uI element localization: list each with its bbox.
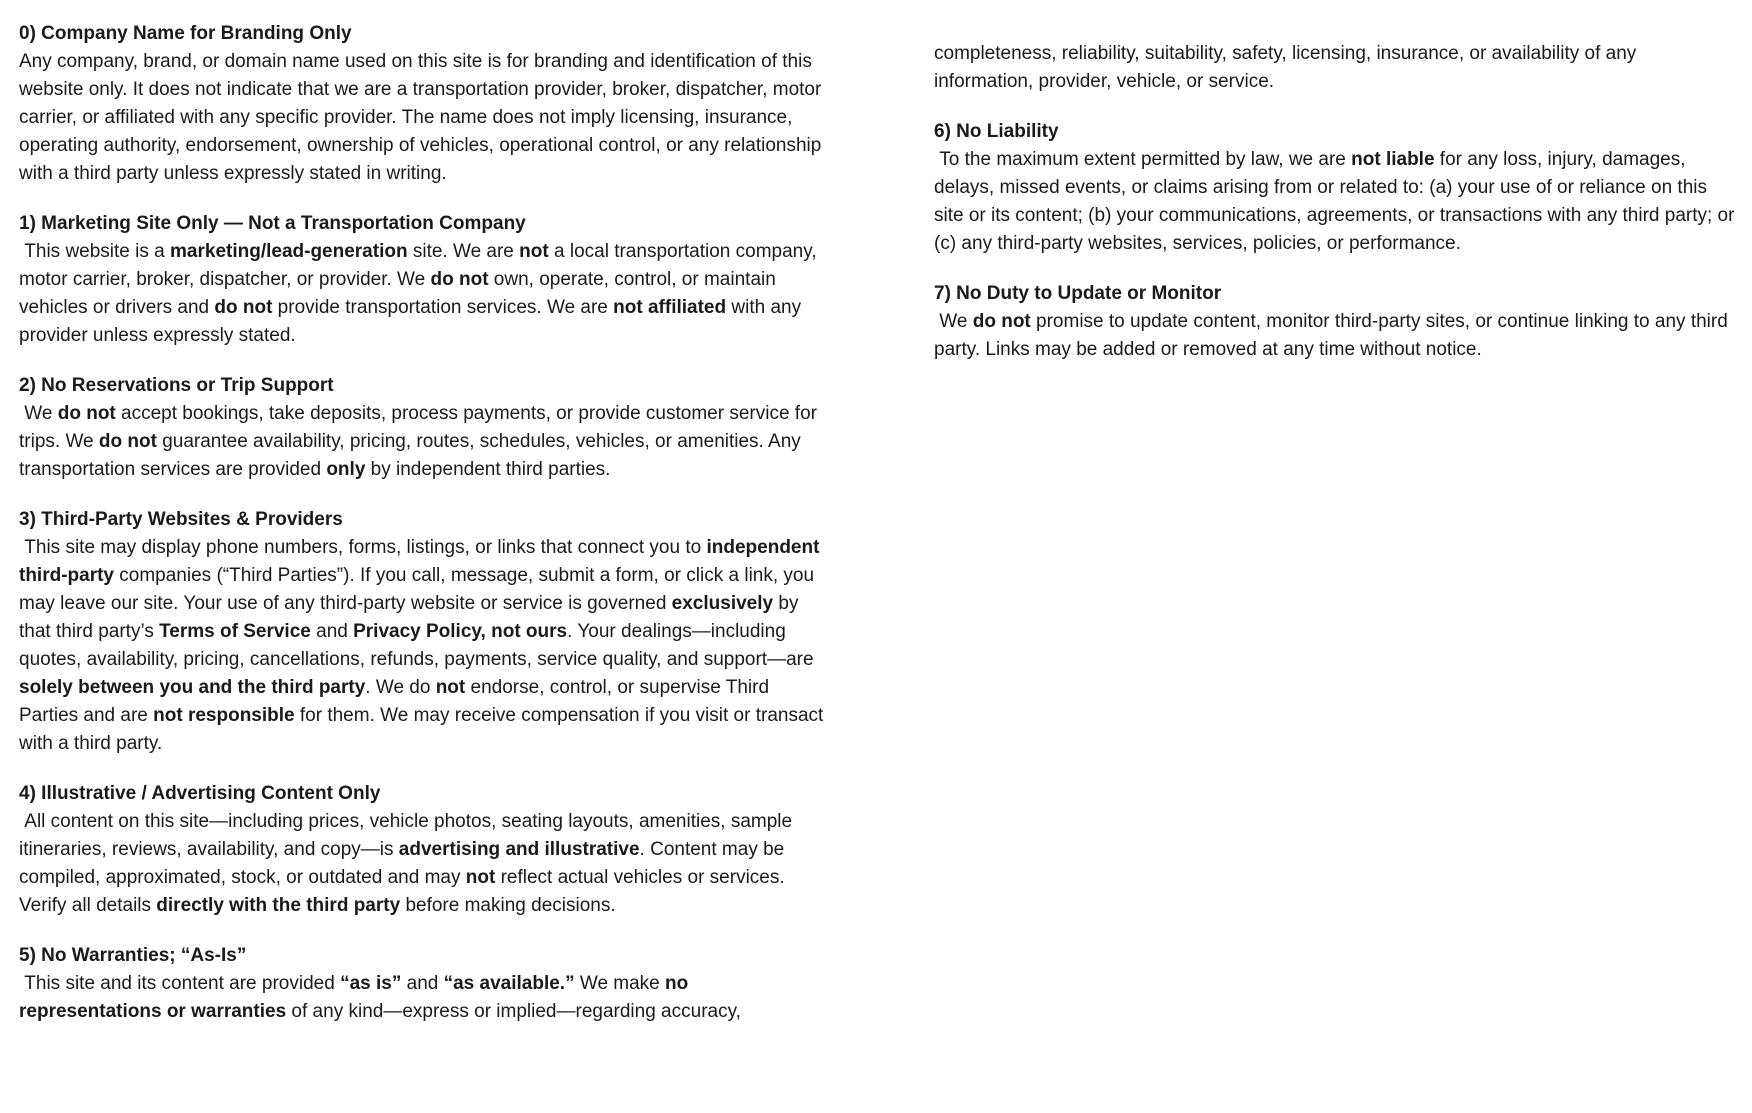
text-run: guarantee availability, pricing, routes, schedules, vehicles, or amenities. Any transportation services are provided <box>19 431 807 480</box>
disclaimer-section <box>19 210 825 350</box>
section-paragraph <box>934 308 1740 364</box>
section-paragraph <box>19 238 825 350</box>
section-heading: 6) No Liability <box>934 121 1059 142</box>
text-run: endorse, control, or supervise Third Parties and are <box>19 677 775 726</box>
bold-text-run: Privacy Policy, not ours <box>353 621 568 642</box>
bold-text-run: do not <box>430 269 489 290</box>
text-run: . Your dealings—including quotes, availability, pricing, cancellations, refunds, payments, service quality, and support—are <box>19 621 819 670</box>
bold-text-run: do not <box>972 311 1031 332</box>
disclaimer-section <box>19 20 825 188</box>
bold-text-run: directly with the third party <box>156 895 401 916</box>
text-run: Any company, brand, or domain name used on this site is for branding and identification of this website only. It does not indicate that we are a transportation provider, broker, dispatcher, motor carrier, or affiliated with any specific provider. The name does not imply licensing, insurance, operating authority, endorsement, ownership of vehicles, operational control, or any relationship with a third party unless expressly stated in writing. <box>19 51 827 184</box>
bold-text-run: do not <box>57 403 116 424</box>
section-paragraph <box>934 146 1740 258</box>
section-paragraph <box>934 40 1740 96</box>
text-run: All content on this site—including prices, vehicle photos, seating layouts, amenities, sample itineraries, reviews, availability, and copy—is <box>19 811 798 860</box>
bold-text-run: advertising and illustrative <box>398 839 640 860</box>
section-paragraph <box>19 48 825 188</box>
bold-text-run: marketing/lead-generation <box>170 241 408 262</box>
text-run: and <box>310 621 354 642</box>
disclaimer-section <box>19 942 825 1026</box>
disclaimer-section <box>19 780 825 920</box>
section-paragraph <box>19 534 829 758</box>
text-run: We <box>934 311 973 332</box>
section-heading: 5) No Warranties; “As-Is” <box>19 945 247 966</box>
text-run: completeness, reliability, suitability, safety, licensing, insurance, or availability of any information, provider, vehicle, or service. <box>934 43 1642 92</box>
bold-text-run: do not <box>98 431 157 452</box>
bold-text-run: no representations or warranties <box>19 973 694 1022</box>
text-run: for any loss, injury, damages, delays, missed events, or claims arising from or related to: (a) your use of or reliance on this site or its content; (b) your communications, agreements, or transactions with any third party; or (c) any third-party websites, services, policies, or performance. <box>934 149 1740 254</box>
text-run: This website is a <box>19 241 171 262</box>
bold-text-run: “as is” <box>340 973 402 994</box>
text-run: before making decisions. <box>400 895 616 916</box>
text-run: and <box>401 973 444 994</box>
text-run: with any provider unless expressly stated. <box>19 297 807 346</box>
section-heading: 7) No Duty to Update or Monitor <box>934 283 1222 304</box>
section-heading: 4) Illustrative / Advertising Content Only <box>19 783 381 804</box>
section-paragraph <box>19 400 825 484</box>
section-heading: 2) No Reservations or Trip Support <box>19 375 334 396</box>
bold-text-run: independent third-party <box>19 537 825 586</box>
text-run: by independent third parties. <box>365 459 611 480</box>
bold-text-run: not responsible <box>153 705 295 726</box>
bold-text-run: not <box>465 867 496 888</box>
text-run: We make <box>574 973 666 994</box>
text-run: To the maximum extent permitted by law, we are <box>934 149 1352 170</box>
text-run: a local transportation company, motor carrier, broker, dispatcher, or provider. We <box>19 241 822 290</box>
text-run: companies (“Third Parties”). If you call, message, submit a form, or click a link, you may leave our site. Your use of any third-party website or service is governed <box>19 565 820 614</box>
section-heading: 3) Third-Party Websites & Providers <box>19 509 343 530</box>
text-run: site. We are <box>407 241 520 262</box>
disclaimer-section <box>19 506 829 758</box>
disclaimer-section <box>934 118 1740 258</box>
text-run: for them. We may receive compensation if you visit or transact with a third party. <box>19 705 829 754</box>
section-paragraph <box>19 808 825 920</box>
text-run: This site and its content are provided <box>19 973 341 994</box>
bold-text-run: not liable <box>1351 149 1435 170</box>
text-run: accept bookings, take deposits, process payments, or provide customer service for trips. We <box>19 403 823 452</box>
text-run: This site may display phone numbers, forms, listings, or links that connect you to <box>19 537 707 558</box>
section-heading: 1) Marketing Site Only — Not a Transportation Company <box>19 213 526 234</box>
bold-text-run: solely between you and the third party <box>19 677 366 698</box>
text-run: own, operate, control, or maintain vehicles or drivers and <box>19 269 782 318</box>
text-run: promise to update content, monitor third-party sites, or continue linking to any third party. Links may be added or removed at any time without notice. <box>934 311 1734 360</box>
bold-text-run: exclusively <box>671 593 774 614</box>
disclaimer-section <box>934 280 1740 364</box>
text-run: We <box>19 403 58 424</box>
right-column <box>934 40 1740 386</box>
bold-text-run: “as available.” <box>443 973 575 994</box>
text-run: reflect actual vehicles or services. Verify all details <box>19 867 790 916</box>
left-column <box>19 20 829 1048</box>
text-run: by that third party’s <box>19 593 804 642</box>
bold-text-run: Terms of Service <box>159 621 311 642</box>
text-run: of any kind—express or implied—regarding accuracy, <box>286 1001 741 1022</box>
section-paragraph <box>19 970 825 1026</box>
section-heading: 0) Company Name for Branding Only <box>19 23 352 44</box>
bold-text-run: not affiliated <box>613 297 727 318</box>
text-run: provide transportation services. We are <box>272 297 614 318</box>
bold-text-run: not <box>519 241 549 262</box>
text-run: . We do <box>365 677 436 698</box>
bold-text-run: do not <box>214 297 273 318</box>
disclaimer-section <box>934 40 1740 96</box>
disclaimer-section <box>19 372 825 484</box>
text-run: . Content may be compiled, approximated, stock, or outdated and may <box>19 839 790 888</box>
bold-text-run: only <box>326 459 366 480</box>
bold-text-run: not <box>435 677 466 698</box>
